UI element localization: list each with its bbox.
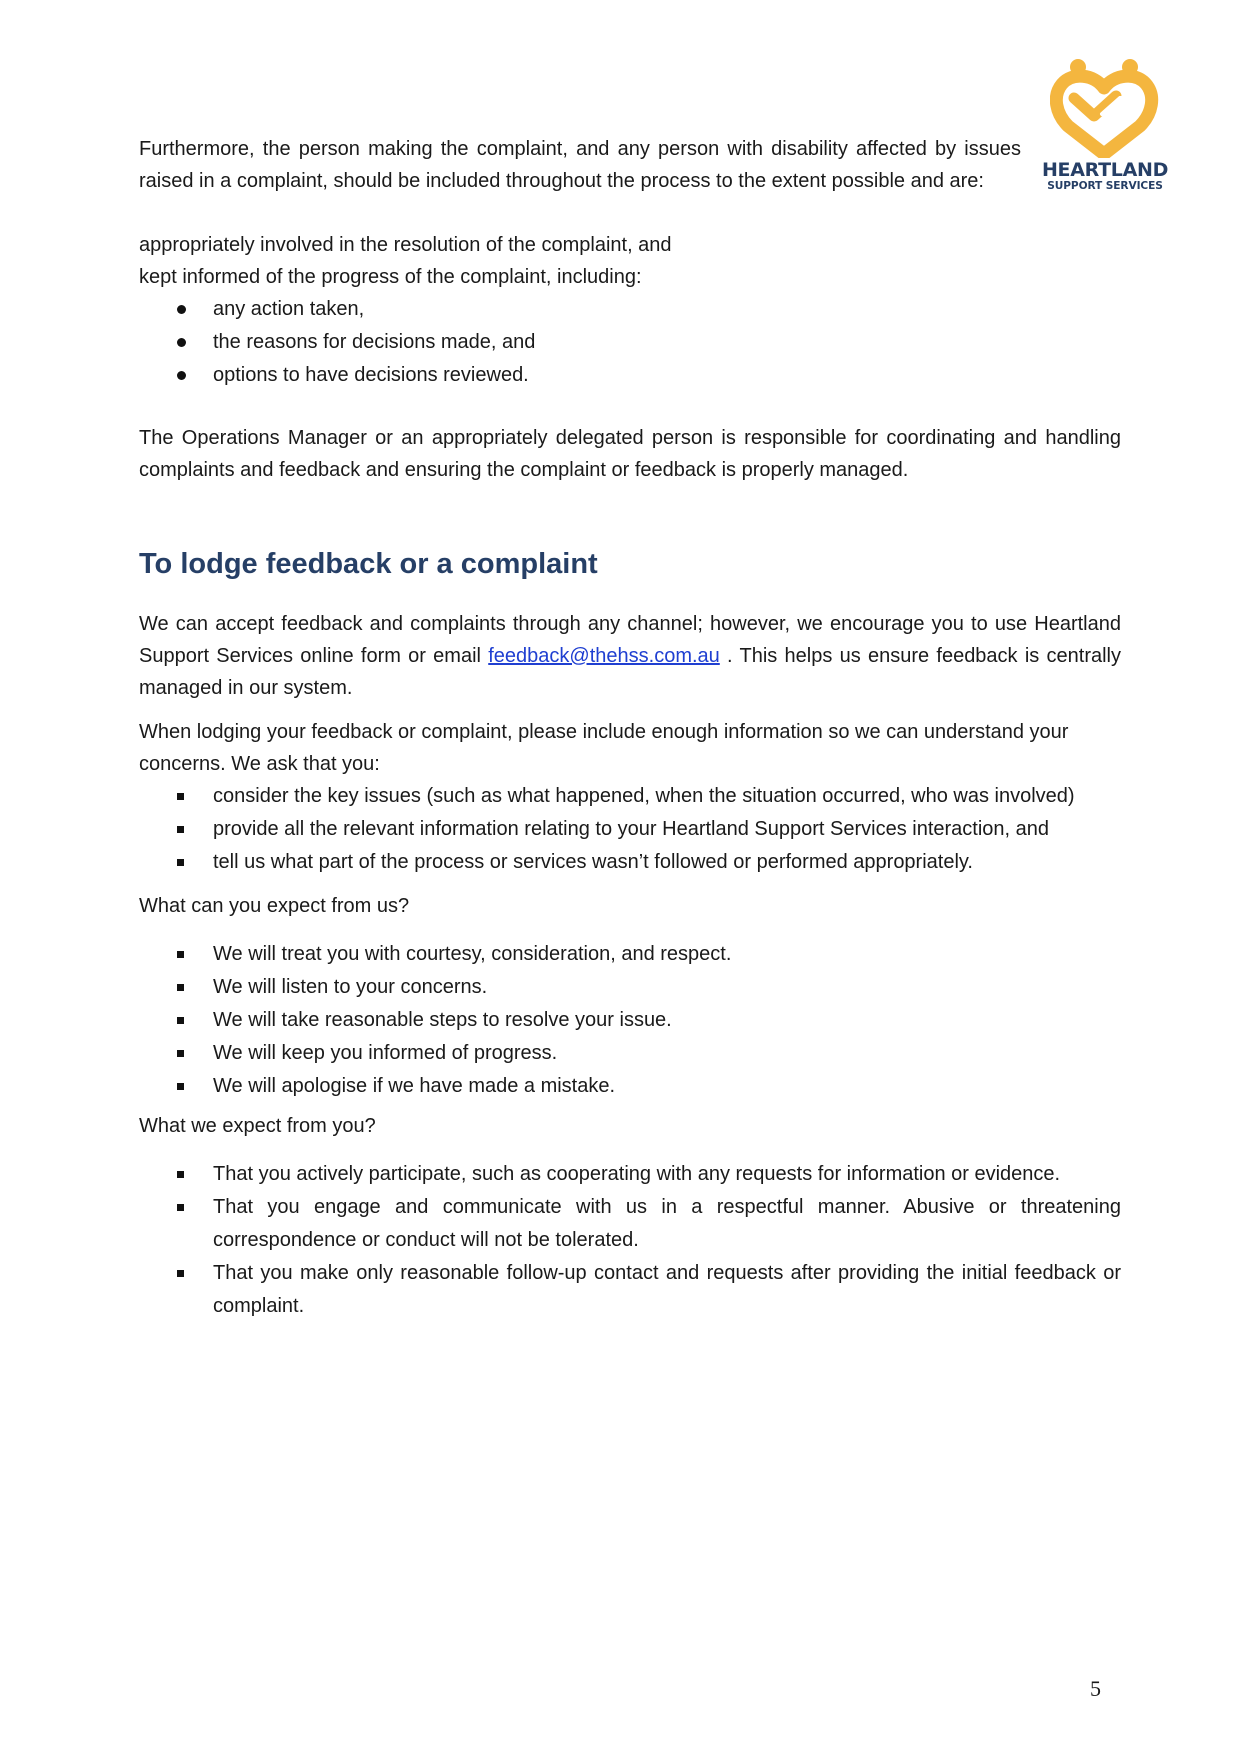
heartland-logo xyxy=(1040,58,1170,193)
operations-paragraph: The Operations Manager or an appropriately delegated person is responsible for coordinating and handling complaints and feedback and ensuring the complaint or feedback is properly managed. xyxy=(139,427,1121,481)
expect-from-us-list xyxy=(139,938,1121,1103)
lodging-paragraph: When lodging your feedback or complaint, please include enough information so we can understand your concerns. We ask that you: xyxy=(139,721,1069,775)
intro-line-informed: kept informed of the progress of the complaint, including: xyxy=(139,266,642,288)
channel-paragraph xyxy=(139,608,1121,704)
logo-subtitle: SUPPORT SERVICES xyxy=(1047,180,1163,192)
list-item: We will take reasonable steps to resolve your issue. xyxy=(139,1004,1121,1037)
feedback-email-link[interactable]: feedback@thehss.com.au xyxy=(488,645,720,667)
expect-from-us-heading: What can you expect from us? xyxy=(139,895,410,917)
list-item: any action taken, xyxy=(139,293,1121,326)
list-item: tell us what part of the process or services wasn’t followed or performed appropriately. xyxy=(139,846,1121,879)
ask-list xyxy=(139,780,1121,879)
expect-from-you-heading: What we expect from you? xyxy=(139,1115,376,1137)
list-item: We will treat you with courtesy, consideration, and respect. xyxy=(139,938,1121,971)
heart-hands-icon xyxy=(1050,58,1160,158)
expect-from-you-list xyxy=(139,1158,1121,1323)
list-item: That you engage and communicate with us in a respectful manner. Abusive or threatening correspondence or conduct will not be tolerated. xyxy=(139,1191,1121,1257)
list-item: provide all the relevant information relating to your Heartland Support Services interaction, and xyxy=(139,813,1121,846)
channel-text-end: . This helps us ensure feedback is centrally managed in our system. xyxy=(139,645,1121,699)
list-item: We will listen to your concerns. xyxy=(139,971,1121,1004)
list-item: We will apologise if we have made a mistake. xyxy=(139,1070,1121,1103)
list-item: We will keep you informed of progress. xyxy=(139,1037,1121,1070)
intro-line-involved: appropriately involved in the resolution of the complaint, and xyxy=(139,234,672,256)
logo-name: HEARTLAND xyxy=(1041,159,1169,181)
list-item: consider the key issues (such as what happened, when the situation occurred, who was involved) xyxy=(139,780,1121,813)
list-item: That you actively participate, such as cooperating with any requests for information or evidence. xyxy=(139,1158,1121,1191)
intro-paragraph: Furthermore, the person making the complaint, and any person with disability affected by issues raised in a complaint, should be included throughout the process to the extent possible and are: xyxy=(139,138,1021,192)
list-item: options to have decisions reviewed. xyxy=(139,359,1121,392)
channel-text: We can accept feedback and complaints through any channel; however, we encourage you to use Heartland Support Services online form or email xyxy=(139,613,1121,667)
page-number: 5 xyxy=(1090,1676,1101,1701)
section-heading: To lodge feedback or a complaint xyxy=(139,548,598,580)
list-item: That you make only reasonable follow-up contact and requests after providing the initial feedback or complaint. xyxy=(139,1257,1121,1323)
list-item: the reasons for decisions made, and xyxy=(139,326,1121,359)
progress-bullet-list xyxy=(139,293,1121,392)
